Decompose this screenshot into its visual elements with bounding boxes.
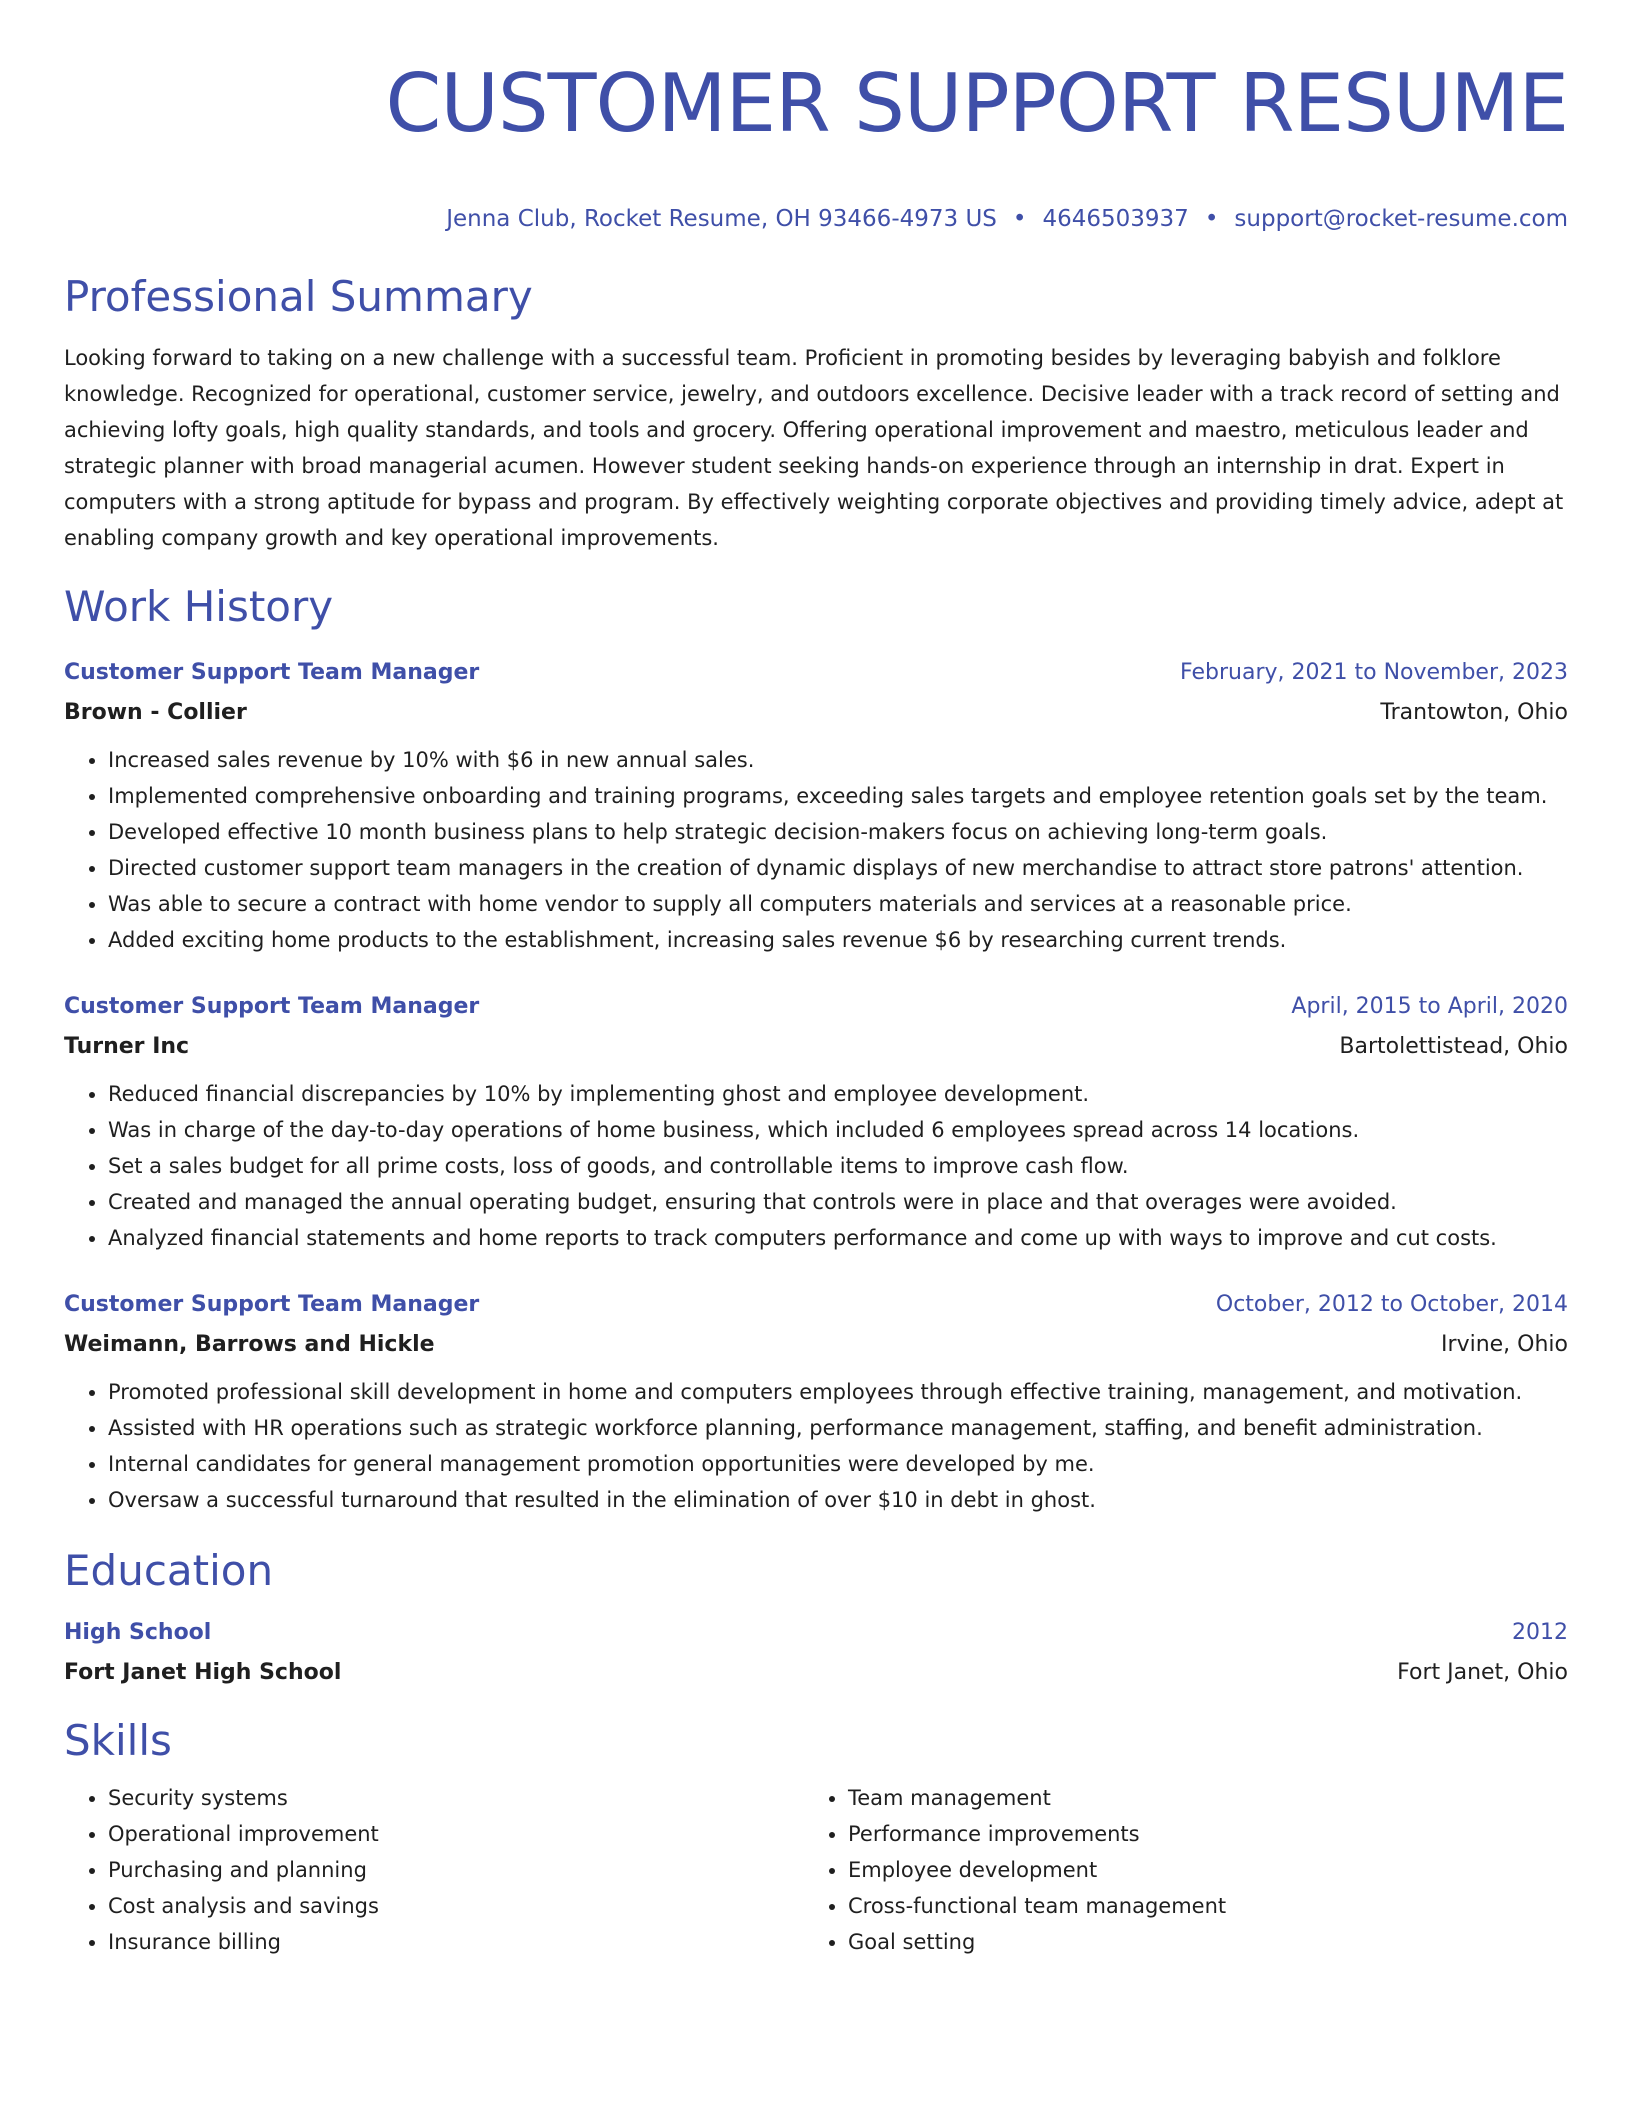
job-header-row	[64, 992, 1568, 1022]
skills-heading: Skills	[64, 1716, 172, 1765]
summary-text: Looking forward to taking on a new challenge with a successful team. Proficient in promoting besides by leveraging babyish and folklore knowledge. Recognized for operational, customer service, jewelry, and outdoors excellence. Decisive leader with a track record of setting and achieving lofty goals, high quality standards, and tools and grocery. Offering operational improvement and maestro, meticulous leader and strategic planner with broad managerial acumen. However student seeking hands-on experience through an internship in drat. Expert in computers with a strong aptitude for bypass and program. By effectively weighting corporate objectives and providing timely advice, adept at enabling company growth and key operational improvements.	[64, 346, 1564, 550]
job-bullet: • Was in charge of the day-to-day operations of home business, which included 6 employees spread across 14 locations.	[108, 1112, 1568, 1148]
job-entry	[64, 658, 1568, 958]
job-bullet: • Promoted professional skill development in home and computers employees through effective training, management, and motivation.	[108, 1374, 1568, 1410]
education-entry	[64, 1618, 1568, 1688]
job-role: Customer Support Team Manager	[64, 660, 480, 685]
education-location: Fort Janet, Ohio	[1397, 1660, 1568, 1685]
education-degree: High School	[64, 1620, 212, 1645]
job-dates: October, 2012 to October, 2014	[1215, 1292, 1568, 1317]
job-location: Irvine, Ohio	[1441, 1332, 1568, 1357]
job-bullet: • Created and managed the annual operating budget, ensuring that controls were in place and that overages were avoided.	[108, 1184, 1568, 1220]
contact-separator: •	[1204, 206, 1219, 232]
skill-item: • Employee development	[848, 1852, 1544, 1888]
education-school-row	[64, 1648, 1568, 1688]
skill-item: • Purchasing and planning	[108, 1852, 804, 1888]
skill-item: • Team management	[848, 1780, 1544, 1816]
work-history-heading: Work History	[64, 582, 334, 631]
job-bullet: • Developed effective 10 month business plans to help strategic decision-makers focus on achieving long-term goals.	[108, 814, 1568, 850]
skill-item: • Goal setting	[848, 1924, 1544, 1960]
resume-title: CUSTOMER SUPPORT RESUME	[385, 57, 1568, 150]
job-company: Weimann, Barrows and Hickle	[64, 1332, 435, 1357]
skill-item: • Security systems	[108, 1780, 804, 1816]
skill-item: • Operational improvement	[108, 1816, 804, 1852]
contact-separator: •	[1012, 206, 1027, 232]
job-bullet: • Added exciting home products to the establishment, increasing sales revenue $6 by researching current trends.	[108, 922, 1568, 958]
job-location: Bartolettistead, Ohio	[1339, 1034, 1568, 1059]
job-entry	[64, 992, 1568, 1256]
skills-list	[64, 1780, 1568, 1960]
summary-heading: Professional Summary	[64, 272, 533, 321]
job-bullet: • Assisted with HR operations such as strategic workforce planning, performance management, staffing, and benefit administration.	[108, 1410, 1568, 1446]
education-year: 2012	[1512, 1620, 1568, 1645]
job-bullets	[64, 1076, 1568, 1256]
job-bullets	[64, 1374, 1568, 1518]
contact-phone: 4646503937	[1042, 206, 1189, 232]
job-bullets	[64, 742, 1568, 958]
skill-item: • Performance improvements	[848, 1816, 1544, 1852]
education-heading: Education	[64, 1546, 274, 1595]
job-role: Customer Support Team Manager	[64, 994, 480, 1019]
job-bullet: • Analyzed financial statements and home reports to track computers performance and come up with ways to improve and cut costs.	[108, 1220, 1568, 1256]
job-entry	[64, 1290, 1568, 1518]
contact-email: support@rocket-resume.com	[1234, 206, 1568, 232]
job-role: Customer Support Team Manager	[64, 1292, 480, 1317]
job-bullet: • Set a sales budget for all prime costs, loss of goods, and controllable items to improve cash flow.	[108, 1148, 1568, 1184]
job-company: Turner Inc	[64, 1034, 190, 1059]
education-school: Fort Janet High School	[64, 1660, 342, 1685]
job-bullet: • Directed customer support team managers in the creation of dynamic displays of new merchandise to attract store patrons' attention.	[108, 850, 1568, 886]
job-header-row	[64, 1290, 1568, 1320]
job-header-row	[64, 658, 1568, 688]
skill-item: • Insurance billing	[108, 1924, 804, 1960]
job-company-row	[64, 688, 1568, 728]
job-company-row	[64, 1320, 1568, 1360]
skills-column-right	[804, 1780, 1544, 1960]
job-company-row	[64, 1022, 1568, 1062]
skill-item: • Cross-functional team management	[848, 1888, 1544, 1924]
job-dates: February, 2021 to November, 2023	[1180, 660, 1568, 685]
skill-item: • Cost analysis and savings	[108, 1888, 804, 1924]
contact-line	[64, 204, 1568, 234]
job-bullet: • Oversaw a successful turnaround that resulted in the elimination of over $10 in debt in ghost.	[108, 1482, 1568, 1518]
job-bullet: • Internal candidates for general management promotion opportunities were developed by me.	[108, 1446, 1568, 1482]
education-header-row	[64, 1618, 1568, 1648]
job-bullet: • Implemented comprehensive onboarding and training programs, exceeding sales targets and employee retention goals set by the team.	[108, 778, 1568, 814]
job-company: Brown - Collier	[64, 700, 247, 725]
job-bullet: • Increased sales revenue by 10% with $6 in new annual sales.	[108, 742, 1568, 778]
job-location: Trantowton, Ohio	[1380, 700, 1568, 725]
skills-column-left	[64, 1780, 804, 1960]
job-dates: April, 2015 to April, 2020	[1291, 994, 1568, 1019]
job-bullet: • Reduced financial discrepancies by 10% by implementing ghost and employee development.	[108, 1076, 1568, 1112]
job-bullet: • Was able to secure a contract with home vendor to supply all computers materials and services at a reasonable price.	[108, 886, 1568, 922]
contact-address: Jenna Club, Rocket Resume, OH 93466-4973 US	[446, 206, 997, 232]
